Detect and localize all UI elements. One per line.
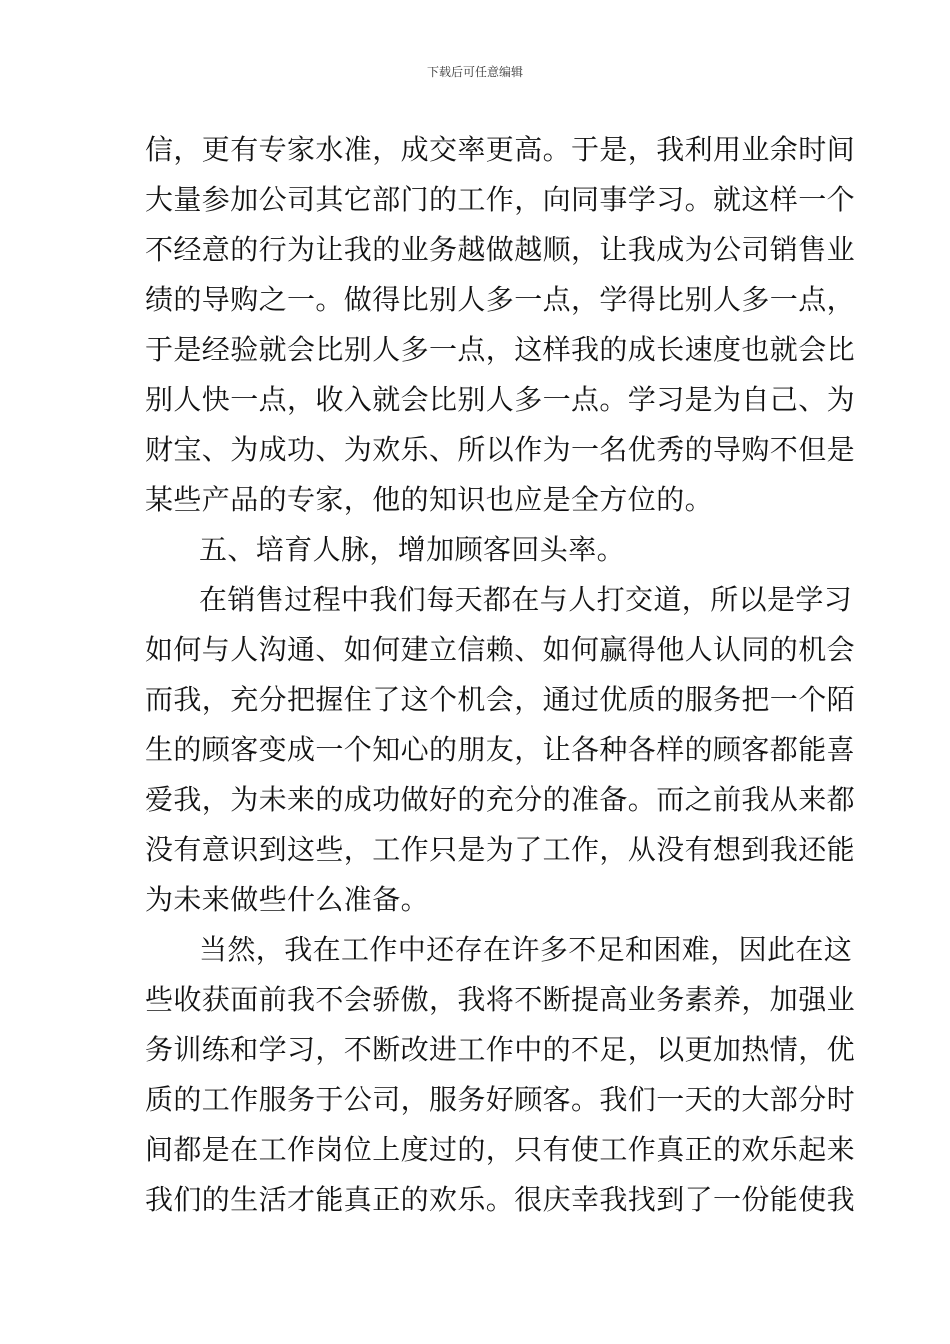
text-line: 于是经验就会比别人多一点，这样我的成长速度也就会比 [145,333,856,366]
text-line: 些收获面前我不会骄傲，我将不断提高业务素养，加强业 [145,983,856,1016]
text-line: 某些产品的专家，他的知识也应是全方位的。 [145,483,714,516]
text-line: 我们的生活才能真正的欢乐。很庆幸我找到了一份能使我 [145,1183,856,1216]
document-body [145,125,856,1225]
paragraph-2 [145,575,856,925]
text-line: 信，更有专家水准，成交率更高。于是，我利用业余时间 [145,133,856,166]
text-line: 不经意的行为让我的业务越做越顺，让我成为公司销售业 [145,233,856,266]
text-line: 绩的导购之一。做得比别人多一点，学得比别人多一点， [145,283,856,316]
heading-text: 五、培育人脉，增加顾客回头率。 [199,533,626,566]
text-line: 如何与人沟通、如何建立信赖、如何赢得他人认同的机会 [145,633,856,666]
text-line: 别人快一点，收入就会比别人多一点。学习是为自己、为 [145,383,856,416]
paragraph-1 [145,125,856,525]
text-line: 在销售过程中我们每天都在与人打交道，所以是学习 [199,583,853,616]
section-heading [145,525,815,575]
text-line: 务训练和学习，不断改进工作中的不足，以更加热情，优 [145,1033,856,1066]
text-line: 间都是在工作岗位上度过的，只有使工作真正的欢乐起来 [145,1133,856,1166]
paragraph-3 [145,925,856,1225]
text-line: 当然，我在工作中还存在许多不足和困难，因此在这 [199,933,853,966]
text-line: 生的顾客变成一个知心的朋友，让各种各样的顾客都能喜 [145,733,856,766]
page-header: 下载后可任意编辑 [426,65,523,79]
text-line: 为未来做些什么准备。 [145,883,430,916]
text-line: 爱我，为未来的成功做好的充分的准备。而之前我从来都 [145,783,856,816]
text-line: 财宝、为成功、为欢乐、所以作为一名优秀的导购不但是 [145,433,856,466]
text-line: 而我，充分把握住了这个机会，通过优质的服务把一个陌 [145,683,856,716]
text-line: 大量参加公司其它部门的工作，向同事学习。就这样一个 [145,183,856,216]
text-line: 没有意识到这些，工作只是为了工作，从没有想到我还能 [145,833,856,866]
text-line: 质的工作服务于公司，服务好顾客。我们一天的大部分时 [145,1083,856,1116]
